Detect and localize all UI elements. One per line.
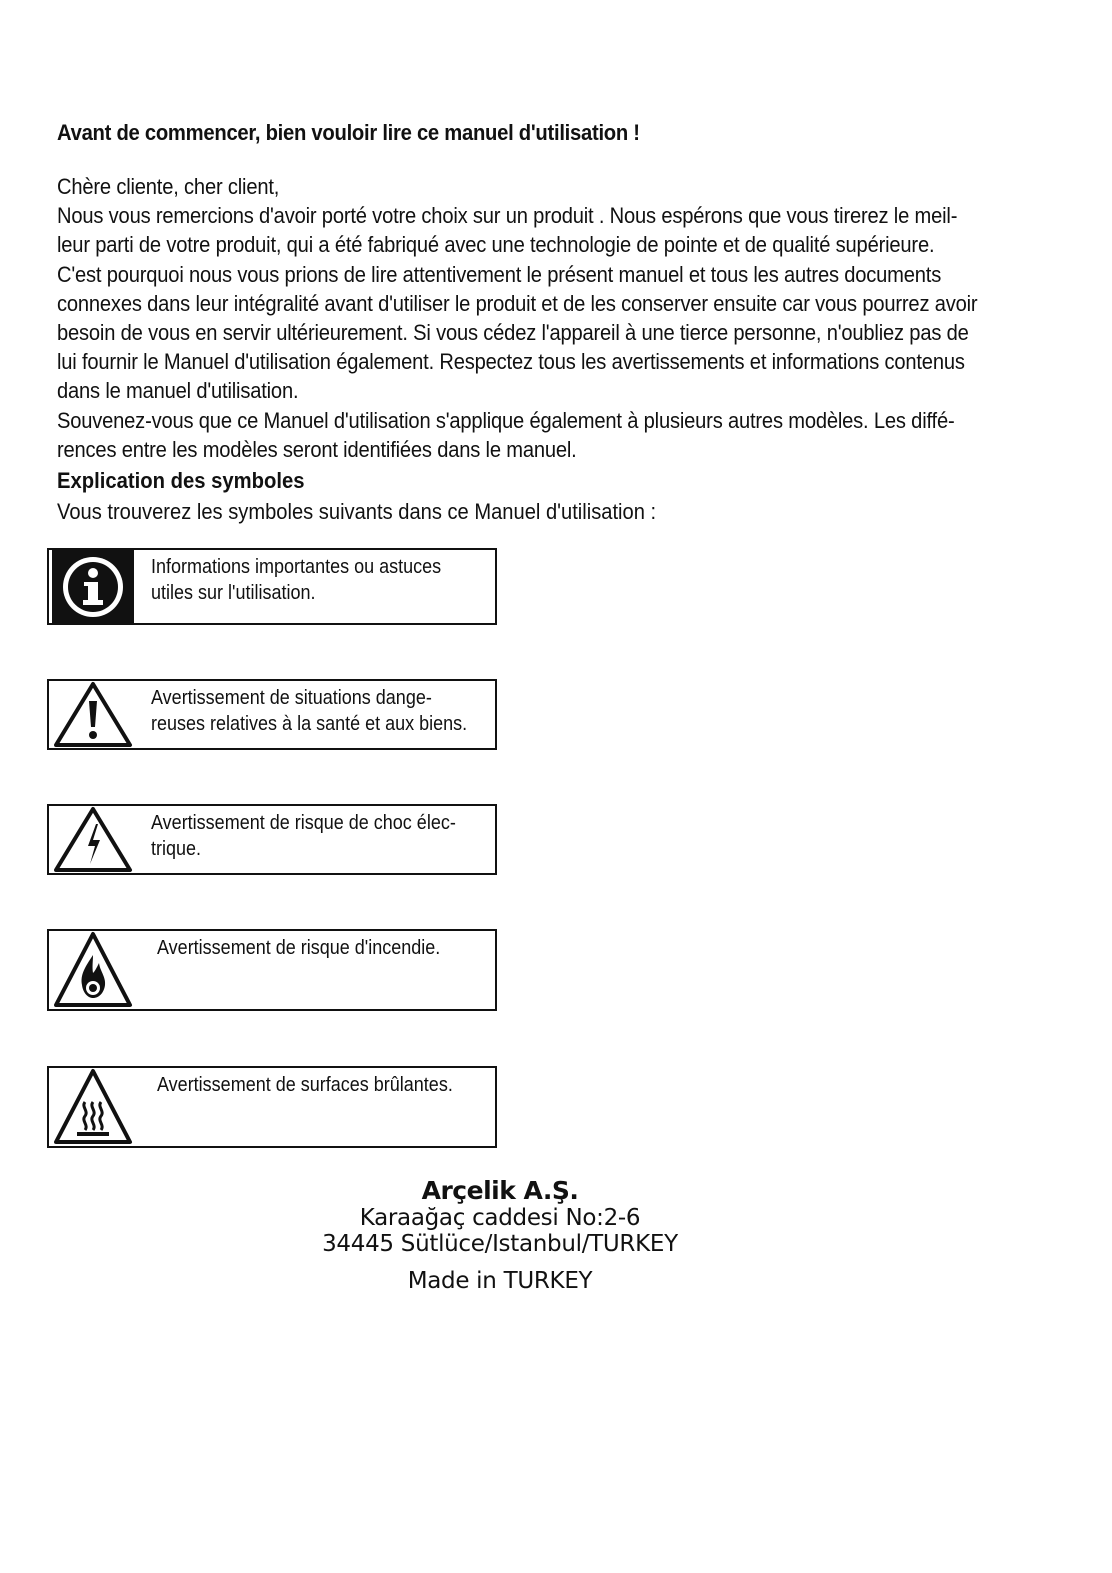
warning-exclamation-icon <box>52 681 134 753</box>
intro-line: Chère cliente, cher client, <box>57 174 280 199</box>
intro-text <box>57 172 1045 464</box>
symbol-description: Avertissement de risque de choc élec- trique. <box>151 812 456 860</box>
symbol-hot-surface-box <box>47 1066 497 1148</box>
symbol-description: Avertissement de surfaces brûlantes. <box>157 1074 453 1096</box>
intro-line: connexes dans leur intégralité avant d'utiliser le produit et de les conserver ensuite car vous pourrez avoir <box>57 290 978 316</box>
intro-line: C'est pourquoi nous vous prions de lire attentivement le présent manuel et tous les autres documents <box>57 261 942 287</box>
symbol-warning-box <box>47 679 497 750</box>
fire-icon <box>52 931 134 1014</box>
symbol-fire-box <box>47 929 497 1011</box>
intro-line: lui fournir le Manuel d'utilisation également. Respectez tous les avertissements et informations contenus <box>57 349 965 375</box>
symbols-heading: Explication des symboles <box>57 468 305 493</box>
electric-shock-icon <box>52 806 134 878</box>
page-title: Avant de commencer, bien vouloir lire ce manuel d'utilisation ! <box>57 120 640 145</box>
intro-line: dans le manuel d'utilisation. <box>57 378 299 404</box>
hot-surface-icon <box>52 1068 134 1151</box>
manufacturer-city: 34445 Sütlüce/Istanbul/TURKEY <box>322 1231 678 1257</box>
symbol-description: Avertissement de situations dange- reuses relatives à la santé et aux biens. <box>151 687 468 735</box>
intro-line: leur parti de votre produit, qui a été fabriqué avec une technologie de pointe et de qualité supérieure. <box>57 232 935 258</box>
intro-line: besoin de vous en servir ultérieurement. Si vous cédez l'appareil à une tierce personne, n'oubliez pas de <box>57 320 969 346</box>
intro-line: rences entre les modèles seront identifiées dans le manuel. <box>57 436 577 462</box>
info-icon <box>52 550 134 628</box>
symbol-description: Avertissement de risque d'incendie. <box>157 937 441 959</box>
symbol-description: Informations importantes ou astuces utiles sur l'utilisation. <box>151 556 442 604</box>
manufacturer-company: Arçelik A.Ş. <box>421 1176 579 1205</box>
manufacturer-street: Karaağaç caddesi No:2-6 <box>359 1205 641 1231</box>
intro-line: Souvenez-vous que ce Manuel d'utilisation s'applique également à plusieurs autres modèles. Les diffé- <box>57 407 955 433</box>
symbols-intro: Vous trouverez les symboles suivants dans ce Manuel d'utilisation : <box>57 499 657 524</box>
manufacturer-made-in: Made in TURKEY <box>407 1268 593 1294</box>
intro-line: Nous vous remercions d'avoir porté votre choix sur un produit . Nous espérons que vous tirerez le meil- <box>57 203 958 229</box>
symbol-info-box <box>47 548 497 625</box>
symbol-electric-box <box>47 804 497 875</box>
